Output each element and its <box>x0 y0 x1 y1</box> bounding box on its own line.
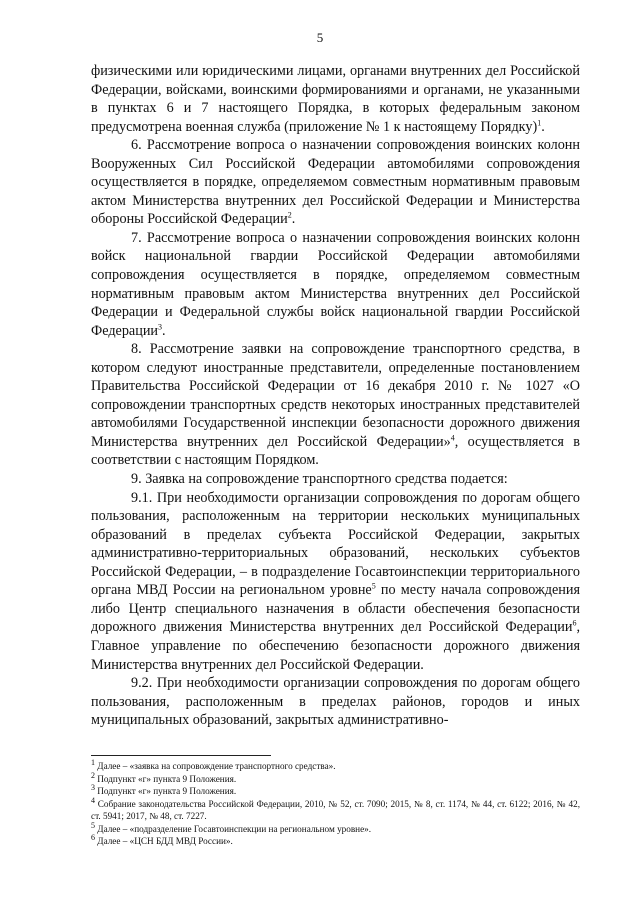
document-body <box>91 62 580 730</box>
paragraph-text: 9. Заявка на сопровождение транспортного средства подается: <box>131 471 508 488</box>
paragraph-text: физическими или юридическими лицами, органами внутренних дел Российской Федерации, войсками, воинскими формированиями и органами, не указанными в пунктах 6 и 7 настоящего Порядка, в которых федеральным законом предусмотрена военная служба (приложение № 1 к настоящему Порядку) <box>91 63 580 135</box>
footnote-number: 6 <box>91 832 95 842</box>
paragraph-6: 6. Рассмотрение вопроса о назначении сопровождения воинских колонн Вооруженных Сил Российской Федерации автомобилями сопровождения осуществляется в порядке, определяемом совместным нормативным правовым актом Министерства внутренних дел Российской Федерации и Министерства обороны Российской Федерации$^2$. <box>91 137 580 228</box>
paragraph-text: , Главное управление по обеспечению безопасности дорожного движения Министерства внутренних дел Российской Федерации. <box>91 619 580 673</box>
footnote-number: 5 <box>91 820 95 830</box>
paragraph-text: 9.1. При необходимости организации сопровождения по дорогам общего пользования, расположенным на территории нескольких муниципальных образований в пределах субъекта Российской Федерации, закрытых административно-территориальных образований, нескольких субъектов Российской Федерации, – в подразделение Госавтоинспекции территориального органа МВД России на региональном уровне <box>91 489 580 599</box>
footnote-text: Подпункт «г» пункта 9 Положения. <box>95 773 237 784</box>
footnote-text: Далее – «подразделение Госавтоинспекции на региональном уровне». <box>95 823 372 834</box>
footnote <box>91 770 580 786</box>
footnote-ref: 3 <box>158 321 163 331</box>
page-number: 5 <box>316 30 324 45</box>
footnote <box>91 757 580 773</box>
footnote-number: 2 <box>91 770 95 780</box>
paragraph-text: , осуществляется в соответствии с настоящим Порядком. <box>91 433 580 469</box>
paragraph-text: по месту начала сопровождения либо Центр специального назначения в области обеспечения безопасности дорожного движения Министерства внутренних дел Российской Федерации <box>91 582 580 636</box>
footnote-text: Собрание законодательства Российской Федерации, 2010, № 52, ст. 7090; 2015, № 8, ст. 1174, № 44, ст. 6122; 2016, № 42, ст. 5941; 2017, № 48, ст. 7227. <box>91 798 580 821</box>
footnote-ref: 2 <box>287 210 292 220</box>
footnote <box>91 820 580 836</box>
paragraph-9-2 <box>91 674 580 730</box>
footnote-number: 4 <box>91 795 95 805</box>
footnote-text: Далее – «заявка на сопровождение транспортного средства». <box>95 761 336 771</box>
footnote-number: 1 <box>91 757 95 767</box>
footnote <box>91 782 580 798</box>
footnote-ref: 4 <box>450 433 455 443</box>
footnote-number: 3 <box>91 782 95 792</box>
paragraph-text: 6. Рассмотрение вопроса о назначении сопровождения воинских колонн Вооруженных Сил Российской Федерации автомобилями сопровождения осуществляется в порядке, определяемом совместным нормативным правовым актом Министерства внутренних дел Российской Федерации и Министерства обороны Российской Федерации <box>91 137 580 228</box>
footnote-separator <box>91 755 271 756</box>
paragraph-9-1 <box>91 489 580 674</box>
footnote <box>91 795 580 823</box>
footnote-ref: 1 <box>537 117 542 127</box>
paragraph-text: 8. Рассмотрение заявки на сопровождение транспортного средства, в котором следуют иностранные представители, определенные постановлением Правительства Российской Федерации от 16 декабря 2010 г. № 1027 «О сопровождении транспортных средств некоторых иностранных представителей автомобилями Государственной инспекции безопасности дорожного движения Министерства внутренних дел Российской Федерации» <box>91 341 580 450</box>
footnote-text: Далее – «ЦСН БДД МВД России». <box>95 836 233 846</box>
paragraph-9 <box>91 470 580 489</box>
paragraph-text: 9.2. При необходимости организации сопровождения по дорогам общего пользования, расположенным в пределах районов, городов и иных муниципальных образований, закрытых административно- <box>91 675 580 729</box>
footnotes <box>91 757 580 848</box>
footnote-text: Подпункт «г» пункта 9 Положения. <box>95 786 237 796</box>
paragraph-continuation: физическими или юридическими лицами, органами внутренних дел Российской Федерации, войсками, воинскими формированиями и органами, не указанными в пунктах 6 и 7 настоящего Порядка, в которых федеральным законом предусмотрена военная служба (приложение № 1 к настоящему Порядку)$^1$. <box>91 63 580 135</box>
footnote-ref: 6 <box>572 618 577 628</box>
footnote <box>91 832 580 848</box>
paragraph-7: 7. Рассмотрение вопроса о назначении сопровождения воинских колонн войск национальной гвардии Российской Федерации автомобилями сопровождения осуществляется в порядке, определяемом совместным нормативным правовым актом Министерства внутренних дел Российской Федерации и Федеральной службы войск национальной гвардии Российской Федерации$^3$. <box>91 229 580 339</box>
paragraph-8 <box>91 340 580 470</box>
footnote-ref: 5 <box>371 581 376 591</box>
paragraph-text: 7. Рассмотрение вопроса о назначении сопровождения воинских колонн войск национальной гвардии Российской Федерации автомобилями сопровождения осуществляется в порядке, определяемом совместным нормативным правовым актом Министерства внутренних дел Российской Федерации и Федеральной службы войск национальной гвардии Российской Федерации <box>91 229 580 339</box>
